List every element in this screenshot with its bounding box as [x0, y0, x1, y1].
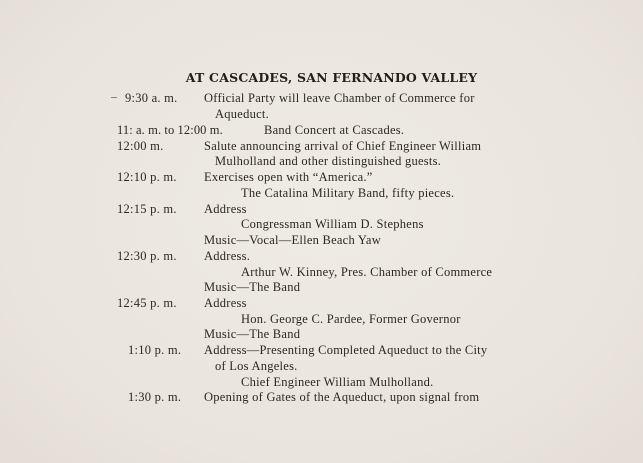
schedule-text-pardee: Hon. George C. Pardee, Former Governor	[241, 312, 461, 326]
schedule-text-band-concert: Band Concert at Cascades.	[264, 123, 405, 137]
schedule-text-address-1215: Address	[204, 202, 247, 216]
schedule-text-presenting-aqueduct: Address—Presenting Completed Aqueduct to the City	[204, 343, 488, 357]
schedule-text-chief-engineer: Chief Engineer William Mulholland.	[241, 375, 434, 389]
section-heading: AT CASCADES, SAN FERNANDO VALLEY	[185, 70, 478, 85]
schedule-text-mulholland-guests: Mulholland and other distinguished guests.	[215, 154, 442, 168]
schedule-text-salute: Salute announcing arrival of Chief Engineer William	[204, 139, 482, 153]
schedule-text-official-party: Official Party will leave Chamber of Commerce for	[204, 91, 475, 105]
schedule-time-1200: 12:00 m.	[117, 139, 164, 153]
schedule-text-address-1230: Address.	[204, 249, 251, 263]
schedule-text-address-1245: Address	[204, 296, 247, 310]
schedule-time-1245: 12:45 p. m.	[117, 296, 177, 310]
schedule-text-opening-gates: Opening of Gates of the Aqueduct, upon signal from	[204, 390, 480, 404]
schedule-text-music-band-2: Music—The Band	[204, 327, 301, 341]
schedule-text-los-angeles: of Los Angeles.	[215, 359, 298, 373]
schedule-time-1215: 12:15 p. m.	[117, 202, 177, 216]
schedule-text-music-vocal: Music—Vocal—Ellen Beach Yaw	[204, 233, 381, 247]
schedule-time-0130: 1:30 p. m.	[128, 390, 182, 404]
schedule-time-1230: 12:30 p. m.	[117, 249, 177, 263]
schedule-text-aqueduct: Aqueduct.	[215, 107, 269, 121]
margin-mark	[111, 97, 117, 98]
schedule-text-music-band-1: Music—The Band	[204, 280, 301, 294]
schedule-text-catalina-band: The Catalina Military Band, fifty pieces.	[241, 186, 455, 200]
schedule-text-stephens: Congressman William D. Stephens	[241, 217, 424, 231]
schedule-time-0930: 9:30 a. m.	[125, 91, 178, 105]
schedule-text-america: Exercises open with “America.”	[204, 170, 373, 184]
schedule-time-0110: 1:10 p. m.	[128, 343, 182, 357]
schedule-text-kinney: Arthur W. Kinney, Pres. Chamber of Commerce	[241, 265, 493, 279]
schedule-time-1210: 12:10 p. m.	[117, 170, 177, 184]
schedule-time-1100-1200: 11: a. m. to 12:00 m.	[117, 123, 223, 137]
